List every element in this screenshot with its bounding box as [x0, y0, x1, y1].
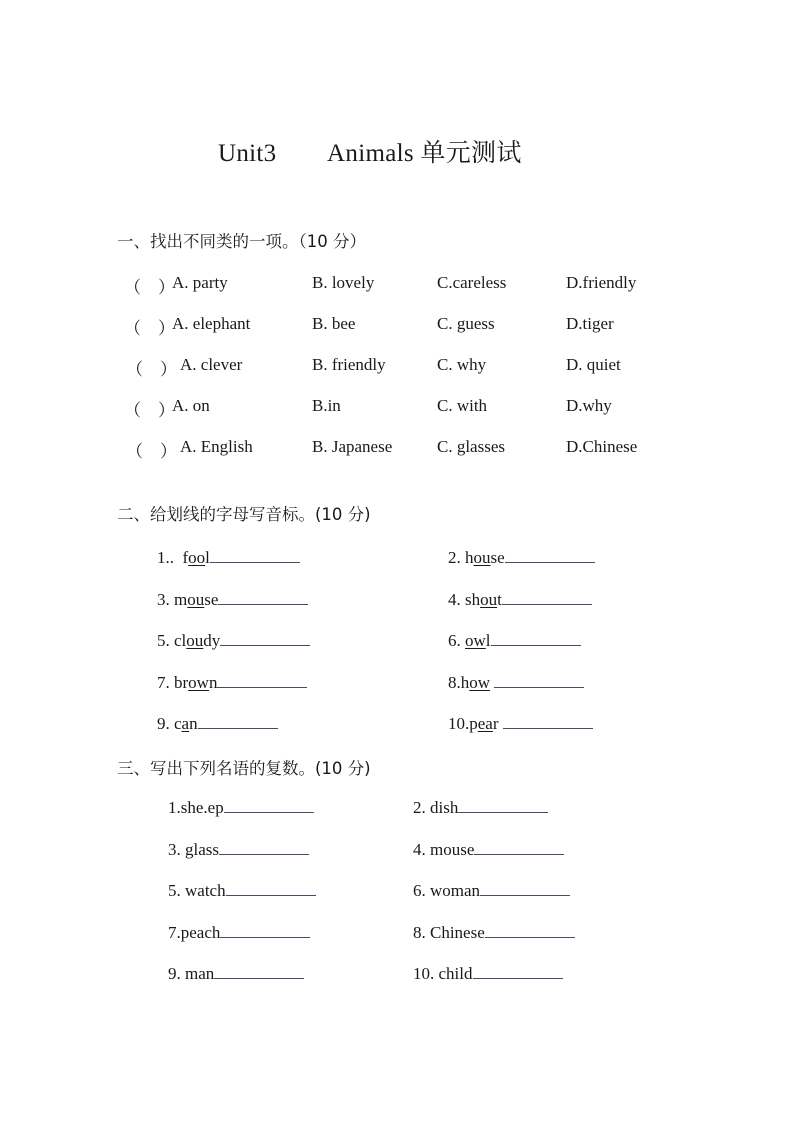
mc-option-a-5: A. English: [180, 437, 253, 456]
mc-option-d-2: D.tiger: [566, 314, 614, 333]
answer-blank-6[interactable]: [491, 645, 581, 646]
underlined-letters-2: ou: [473, 548, 491, 567]
phonetic-word-prefix-2: 2. h: [448, 548, 474, 567]
answer-blank-10[interactable]: [503, 728, 593, 729]
plural-blank-1[interactable]: [224, 812, 314, 813]
mc-option-b-2: B. bee: [312, 314, 356, 333]
underlined-letters-1: oo: [188, 548, 206, 567]
answer-blank-3[interactable]: [218, 604, 308, 605]
plural-word-2: 2. dish: [413, 798, 459, 817]
plural-word-6: 6. woman: [413, 881, 481, 900]
plural-blank-2[interactable]: [458, 812, 548, 813]
mc-option-a-4: A. on: [172, 396, 210, 415]
plural-item-7: [168, 923, 310, 943]
plural-item-10: [413, 964, 563, 984]
phonetic-item-2: [448, 548, 595, 568]
plural-item-5: [168, 881, 316, 901]
plural-blank-3[interactable]: [219, 854, 309, 855]
mc-option-c-5: C. glasses: [437, 437, 505, 456]
plural-item-row: [0, 881, 793, 923]
phonetic-word-suffix-3: se: [204, 589, 219, 609]
phonetic-word-suffix-5: dy: [203, 631, 221, 650]
plural-item-4: [413, 840, 564, 860]
plural-word-1: 1.she.ep: [168, 798, 224, 817]
underlined-letters-6: ow: [465, 631, 486, 650]
phonetic-item-row: [0, 673, 793, 715]
phonetic-word-suffix-1: l: [205, 548, 210, 567]
section-3-item-list: [0, 798, 793, 1006]
phonetic-word-suffix-6: l: [485, 631, 491, 650]
mc-option-d-5: D.Chinese: [566, 437, 638, 456]
plural-word-9: 9. man: [168, 964, 215, 983]
mc-option-d-3: D. quiet: [566, 355, 621, 374]
answer-bracket-3[interactable]: （ ）: [126, 360, 177, 379]
phonetic-word-suffix-4: t: [497, 589, 502, 609]
plural-item-2: [413, 798, 548, 818]
phonetic-item-row: [0, 590, 793, 632]
phonetic-word-prefix-4: 4. sh: [448, 589, 481, 609]
answer-blank-1[interactable]: [210, 562, 300, 563]
mc-option-a-3: A. clever: [180, 355, 243, 374]
plural-item-8: [413, 923, 575, 943]
phonetic-item-7: [157, 673, 307, 693]
plural-item-row: [0, 840, 793, 882]
phonetic-item-3: [157, 590, 308, 610]
answer-blank-9[interactable]: [198, 728, 278, 729]
plural-blank-7[interactable]: [220, 937, 310, 938]
underlined-letters-4: ou: [480, 589, 498, 609]
answer-blank-2[interactable]: [505, 562, 595, 563]
underlined-letters-7: ow: [188, 672, 209, 692]
plural-blank-9[interactable]: [214, 978, 304, 979]
phonetic-item-4: [448, 590, 592, 610]
mc-option-b-4: B.in: [312, 396, 341, 415]
answer-bracket-1[interactable]: （ ）: [124, 278, 175, 297]
phonetic-item-row: [0, 548, 793, 590]
mc-option-c-2: C. guess: [437, 314, 495, 333]
answer-bracket-5[interactable]: （ ）: [126, 442, 177, 461]
mc-option-c-4: C. with: [437, 396, 488, 415]
phonetic-item-9: [157, 714, 278, 734]
underlined-letters-10: ea: [477, 714, 493, 733]
mc-question-row: [0, 314, 793, 355]
plural-item-9: [168, 964, 304, 984]
section-2-item-list: [0, 548, 793, 756]
section-3-heading: 三、写出下列名语的复数。(10 分): [117, 759, 371, 778]
answer-blank-4[interactable]: [502, 604, 592, 605]
phonetic-word-suffix-9: n: [189, 714, 198, 733]
phonetic-word-prefix-6: 6.: [448, 631, 465, 650]
plural-blank-8[interactable]: [485, 937, 575, 938]
phonetic-word-suffix-2: se: [490, 548, 505, 567]
underlined-letters-8: ow: [469, 672, 491, 692]
phonetic-word-suffix-7: n: [208, 672, 218, 692]
plural-word-8: 8. Chinese: [413, 922, 485, 942]
phonetic-item-row: [0, 714, 793, 756]
mc-option-c-1: C.careless: [437, 273, 507, 292]
plural-word-3: 3. glass: [168, 839, 219, 859]
plural-word-7: 7.peach: [168, 922, 221, 942]
mc-question-row: [0, 437, 793, 478]
mc-option-c-3: C. why: [437, 355, 487, 374]
mc-question-row: [0, 396, 793, 437]
plural-blank-4[interactable]: [474, 854, 564, 855]
answer-blank-7[interactable]: [217, 687, 307, 688]
plural-blank-6[interactable]: [480, 895, 570, 896]
phonetic-item-10: [448, 714, 593, 734]
mc-question-row: [0, 355, 793, 396]
answer-bracket-2[interactable]: （ ）: [124, 319, 175, 338]
answer-blank-5[interactable]: [220, 645, 310, 646]
plural-item-3: [168, 840, 309, 860]
section-1-heading: 一、找出不同类的一项。（10 分）: [117, 232, 366, 251]
phonetic-word-prefix-9: 9. c: [157, 714, 182, 733]
phonetic-word-prefix-3: 3. m: [157, 589, 188, 609]
phonetic-item-5: [157, 631, 310, 651]
underlined-letters-3: ou: [187, 589, 205, 609]
phonetic-item-8: [448, 673, 584, 693]
plural-blank-10[interactable]: [473, 978, 563, 979]
mc-option-b-3: B. friendly: [312, 355, 386, 374]
section-1-question-list: [0, 273, 793, 478]
answer-blank-8[interactable]: [494, 687, 584, 688]
mc-option-b-5: B. Japanese: [312, 437, 393, 456]
plural-word-5: 5. watch: [168, 881, 226, 900]
mc-option-a-1: A. party: [172, 273, 228, 292]
mc-option-d-4: D.why: [566, 396, 612, 415]
mc-option-b-1: B. lovely: [312, 273, 375, 292]
plural-word-4: 4. mouse: [413, 839, 475, 859]
phonetic-item-1: [157, 548, 300, 568]
phonetic-word-prefix-5: 5. cl: [157, 631, 187, 650]
plural-item-row: [0, 964, 793, 1006]
phonetic-word-prefix-8: 8.h: [448, 672, 470, 692]
answer-bracket-4[interactable]: （ ）: [124, 401, 175, 420]
plural-word-10: 10. child: [413, 964, 473, 983]
phonetic-word-prefix-1: 1.. f: [157, 548, 189, 567]
plural-blank-5[interactable]: [226, 895, 316, 896]
mc-question-row: [0, 273, 793, 314]
plural-item-1: [168, 798, 314, 818]
phonetic-word-prefix-10: 10.p: [448, 714, 478, 733]
section-2-heading: 二、给划线的字母写音标。(10 分): [117, 505, 371, 524]
phonetic-word-prefix-7: 7. br: [157, 672, 189, 692]
mc-option-a-2: A. elephant: [172, 314, 251, 333]
phonetic-word-suffix-8: [490, 673, 494, 692]
plural-item-6: [413, 881, 570, 901]
underlined-letters-5: ou: [186, 631, 204, 650]
phonetic-item-6: [448, 631, 581, 651]
page-title: Unit3 Animals 单元测试: [218, 140, 522, 167]
underlined-letters-9: a: [181, 714, 190, 733]
mc-option-d-1: D.friendly: [566, 273, 637, 292]
phonetic-word-suffix-10: r: [492, 714, 503, 733]
phonetic-item-row: [0, 631, 793, 673]
plural-item-row: [0, 798, 793, 840]
plural-item-row: [0, 923, 793, 965]
